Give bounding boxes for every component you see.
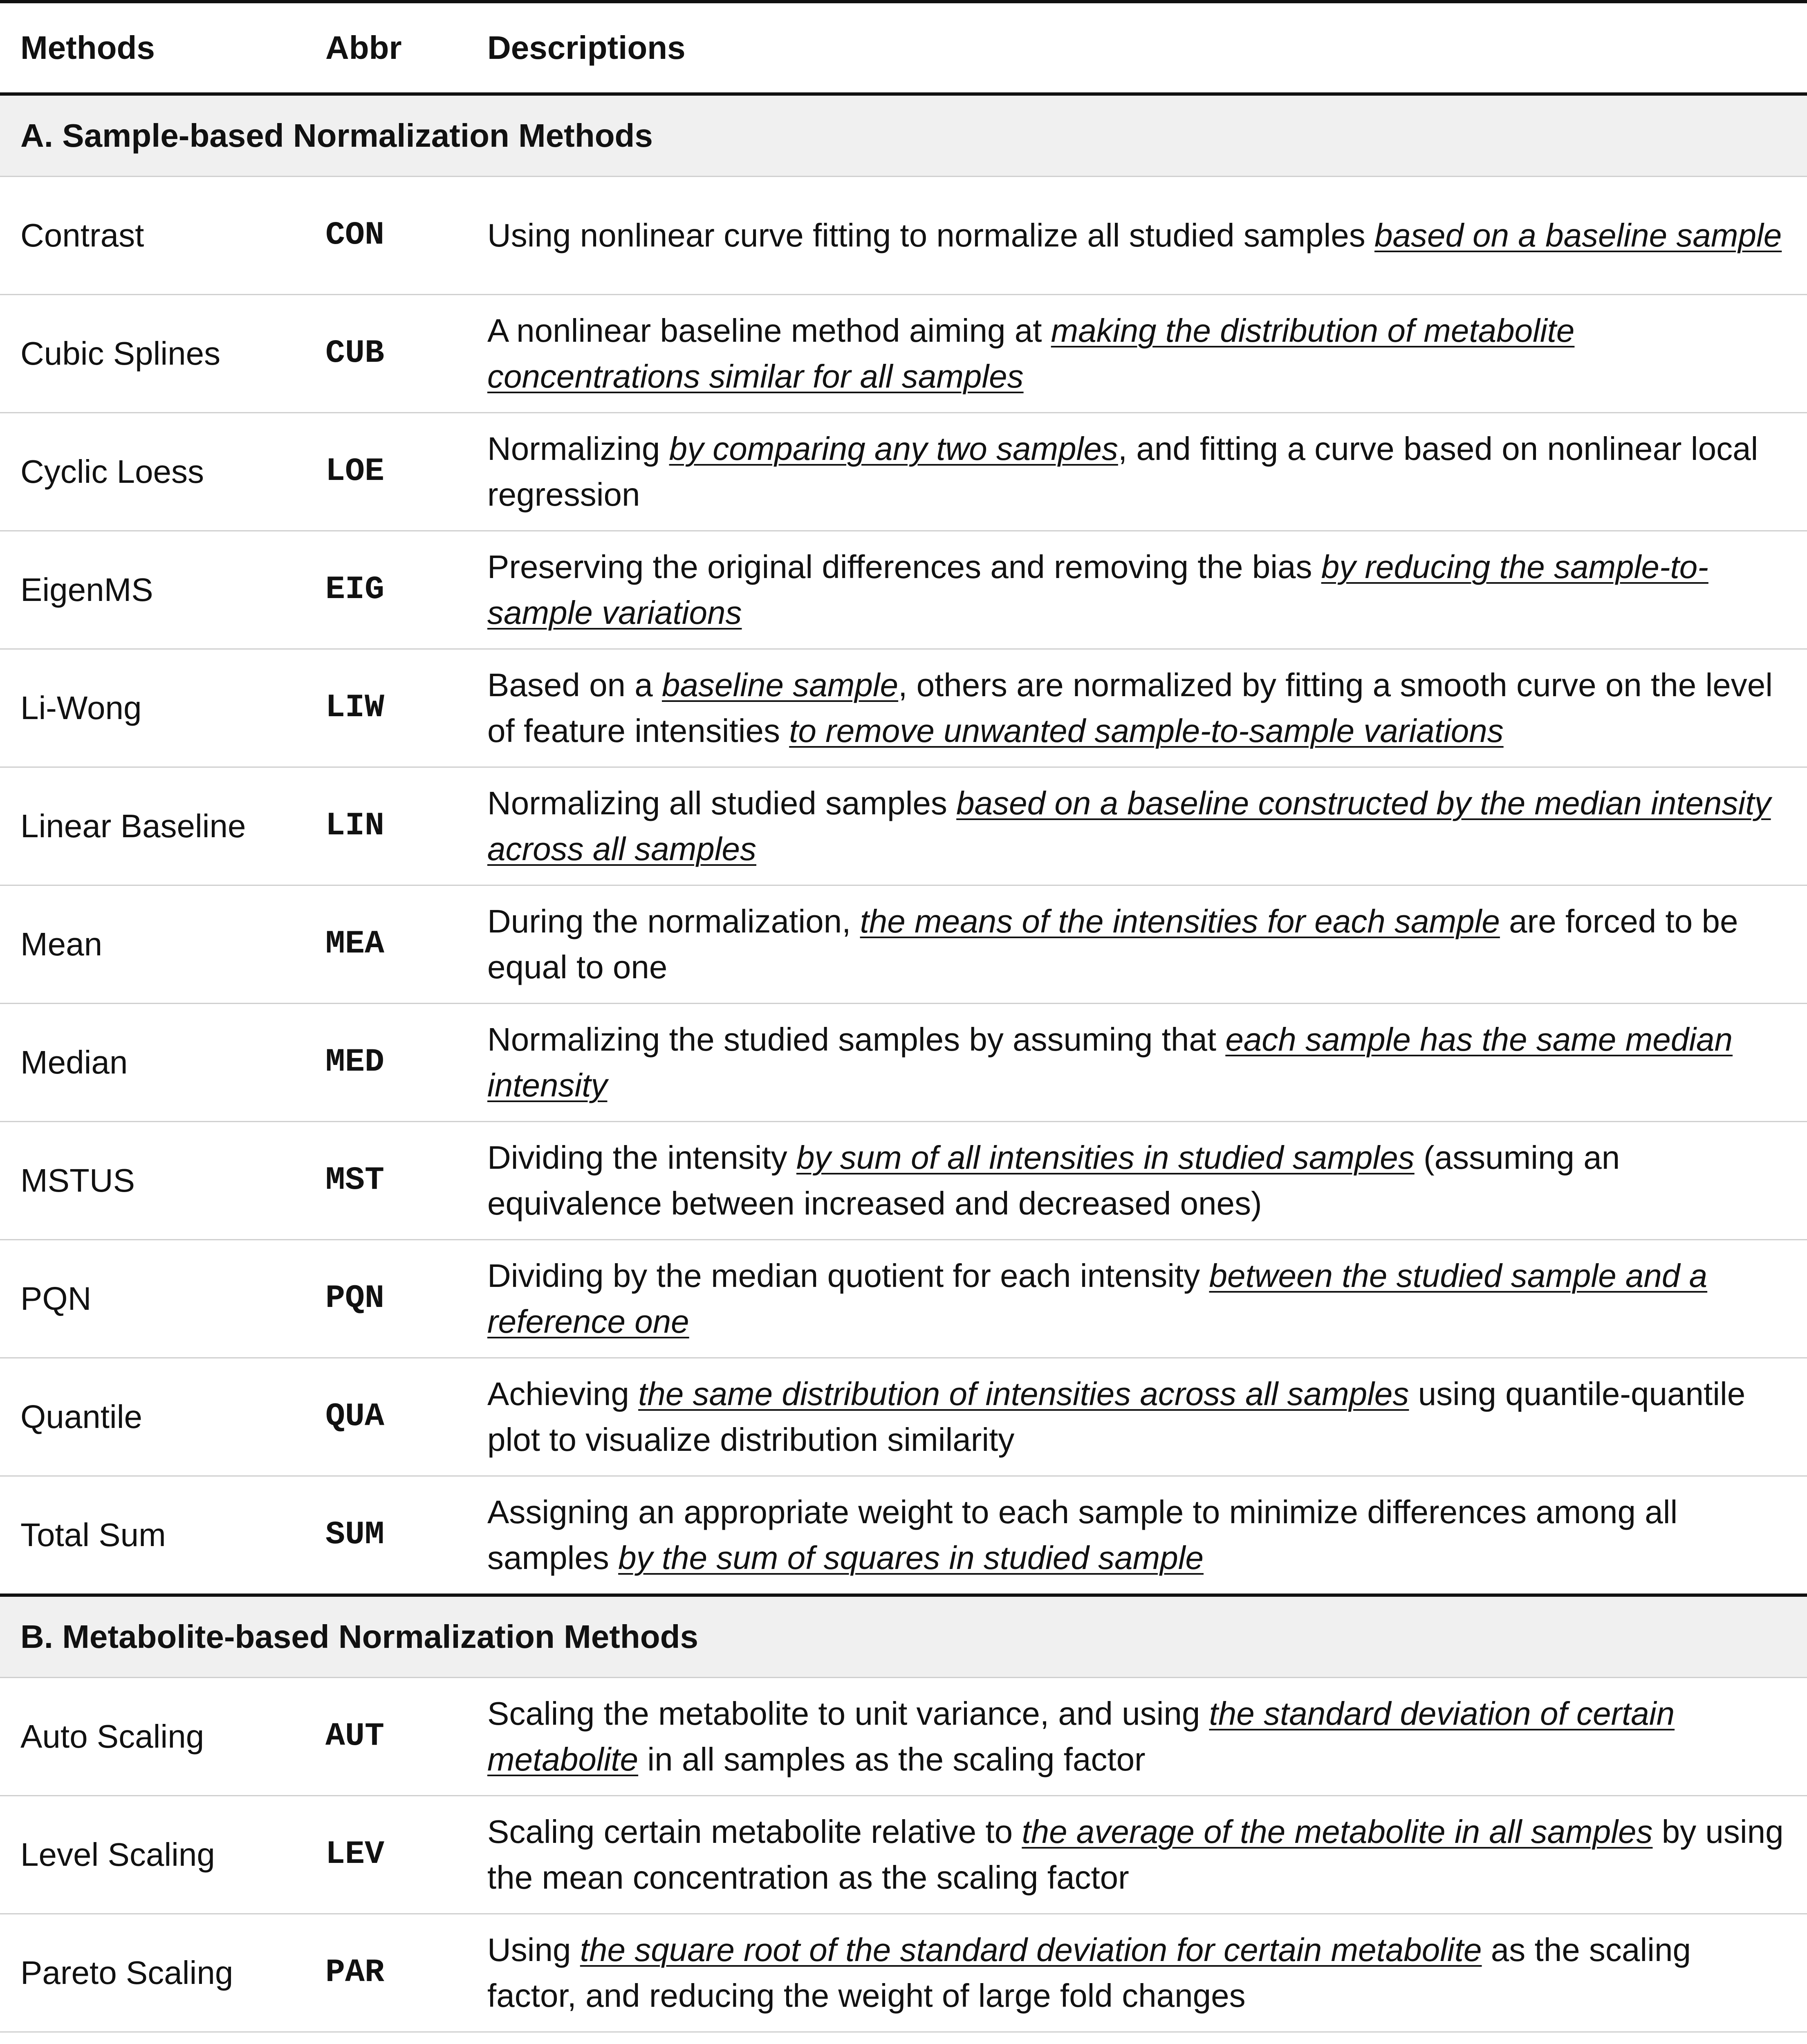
method-description: [467, 413, 1807, 531]
section-header-row: [0, 94, 1807, 177]
description-emphasis: each sample has the same median intensity: [487, 1021, 1733, 1103]
description-segment: Scaling certain metabolite relative to: [487, 1813, 1022, 1850]
description-segment: Normalizing all studied samples: [487, 785, 957, 821]
description-segment: Assigning an appropriate weight to each sample to minimize differences among all samples: [487, 1494, 1678, 1576]
description-text: [487, 217, 1782, 253]
description-segment: Scaling the metabolite to unit variance, and using: [487, 1695, 1209, 1732]
description-segment: Normalizing the studied samples by assuming that: [487, 1021, 1226, 1058]
method-name: Pareto Scaling: [0, 1914, 325, 2032]
method-abbr: CUB: [325, 295, 467, 413]
method-abbr: CON: [325, 177, 467, 295]
method-abbr: LOE: [325, 413, 467, 531]
description-segment: Dividing by the median quotient for each intensity: [487, 1257, 1209, 1294]
description-emphasis: based on a baseline sample: [1374, 217, 1782, 253]
description-emphasis: the square root of the standard deviation for certain metabolite: [580, 1932, 1482, 1968]
description-text: [487, 312, 1574, 394]
section-header-row: [0, 1595, 1807, 1678]
description-segment: as the scaling factor, and reducing the weight of large fold changes: [487, 1932, 1691, 2014]
method-description: [467, 649, 1807, 767]
header-methods: Methods: [0, 2, 325, 94]
table-row: [0, 1914, 1807, 2032]
method-abbr: EIG: [325, 531, 467, 649]
table-body: [0, 94, 1807, 2044]
method-description: [467, 885, 1807, 1004]
description-emphasis: making the distribution of metabolite concentrations similar for all samples: [487, 312, 1575, 394]
method-description: [467, 767, 1807, 885]
description-text: [487, 549, 1708, 631]
description-emphasis: the same distribution of intensities across all samples: [638, 1376, 1409, 1412]
description-emphasis: by the sum of squares in studied sample: [618, 1540, 1204, 1576]
method-description: [467, 177, 1807, 295]
table-row: [0, 1004, 1807, 1122]
header-abbr: Abbr: [325, 2, 467, 94]
description-segment: A nonlinear baseline method aiming at: [487, 312, 1051, 349]
description-emphasis: the standard deviation of certain metabolite: [487, 1695, 1675, 1777]
description-emphasis: based on a baseline constructed by the median intensity across all samples: [487, 785, 1771, 867]
method-description: [467, 1240, 1807, 1358]
description-emphasis: by comparing any two samples: [669, 430, 1118, 467]
method-description: [467, 1122, 1807, 1240]
table-row: [0, 1796, 1807, 1914]
description-segment: , others are normalized by fitting a smooth curve on the level of feature intensities: [487, 667, 1773, 749]
table-row: [0, 531, 1807, 649]
description-segment: Using: [487, 1932, 580, 1968]
method-abbr: SUM: [325, 1476, 467, 1596]
method-abbr: MED: [325, 1004, 467, 1122]
description-segment: Using nonlinear curve fitting to normalize all studied samples: [487, 217, 1374, 253]
method-description: [467, 2032, 1807, 2044]
method-abbr: MEA: [325, 885, 467, 1004]
method-name: Cyclic Loess: [0, 413, 325, 531]
description-emphasis: by reducing the sample-to-sample variations: [487, 549, 1708, 631]
method-name: Quantile: [0, 1358, 325, 1476]
table-row: [0, 1240, 1807, 1358]
method-name: Median: [0, 1004, 325, 1122]
description-segment: by using the mean concentration as the scaling factor: [487, 1813, 1784, 1896]
description-text: [487, 1932, 1691, 2014]
table-row: [0, 2032, 1807, 2044]
description-segment: , and fitting a curve based on nonlinear local regression: [487, 430, 1758, 513]
method-abbr: MST: [325, 1122, 467, 1240]
method-abbr: LEV: [325, 1796, 467, 1914]
table-row: [0, 767, 1807, 885]
table-row: [0, 885, 1807, 1004]
method-name: Linear Baseline: [0, 767, 325, 885]
method-name: Mean: [0, 885, 325, 1004]
method-name: MSTUS: [0, 1122, 325, 1240]
description-segment: During the normalization,: [487, 903, 860, 939]
method-name: Level Scaling: [0, 1796, 325, 1914]
table-row: [0, 295, 1807, 413]
description-text: [487, 1695, 1675, 1777]
description-emphasis: by sum of all intensities in studied samples: [796, 1139, 1415, 1176]
method-description: [467, 1476, 1807, 1596]
header-descriptions: Descriptions: [467, 2, 1807, 94]
table-header: [0, 2, 1807, 94]
table-row: [0, 1358, 1807, 1476]
method-abbr: LIN: [325, 767, 467, 885]
description-emphasis: the means of the intensities for each sample: [860, 903, 1500, 939]
description-text: [487, 667, 1773, 749]
description-segment: are forced to be equal to one: [487, 903, 1738, 985]
description-segment: Based on a: [487, 667, 662, 703]
table-row: [0, 649, 1807, 767]
description-emphasis: to remove unwanted sample-to-sample variations: [789, 713, 1504, 749]
method-description: [467, 1678, 1807, 1796]
method-abbr: LIW: [325, 649, 467, 767]
description-emphasis: baseline sample: [662, 667, 899, 703]
description-segment: (assuming an equivalence between increased and decreased ones): [487, 1139, 1620, 1221]
description-segment: in all samples as the scaling factor: [638, 1741, 1146, 1777]
description-segment: Achieving: [487, 1376, 639, 1412]
table-row: [0, 413, 1807, 531]
method-description: [467, 1004, 1807, 1122]
method-description: [467, 531, 1807, 649]
description-emphasis: between the studied sample and a reference one: [487, 1257, 1708, 1340]
table-row: [0, 177, 1807, 295]
method-description: [467, 1914, 1807, 2032]
method-abbr: [325, 2032, 467, 2044]
description-emphasis: the average of the metabolite in all samples: [1022, 1813, 1653, 1850]
method-name: Contrast: [0, 177, 325, 295]
description-segment: Dividing the intensity: [487, 1139, 796, 1176]
description-segment: using quantile-quantile plot to visualize distribution similarity: [487, 1376, 1746, 1458]
description-text: [487, 430, 1758, 513]
description-text: [487, 1813, 1784, 1896]
method-name: [0, 2032, 325, 2044]
section-title: A. Sample-based Normalization Methods: [0, 94, 1807, 177]
section-title: B. Metabolite-based Normalization Methods: [0, 1595, 1807, 1678]
method-name: Cubic Splines: [0, 295, 325, 413]
table-row: [0, 1476, 1807, 1596]
description-text: [487, 1494, 1677, 1576]
method-abbr: PQN: [325, 1240, 467, 1358]
method-name: Li-Wong: [0, 649, 325, 767]
method-description: [467, 1358, 1807, 1476]
method-abbr: AUT: [325, 1678, 467, 1796]
table-row: [0, 1122, 1807, 1240]
method-name: PQN: [0, 1240, 325, 1358]
method-name: EigenMS: [0, 531, 325, 649]
method-abbr: PAR: [325, 1914, 467, 2032]
description-text: [487, 1257, 1707, 1340]
method-name: Total Sum: [0, 1476, 325, 1596]
description-text: [487, 785, 1771, 867]
method-name: Auto Scaling: [0, 1678, 325, 1796]
method-description: [467, 1796, 1807, 1914]
description-text: [487, 903, 1738, 985]
description-segment: Normalizing: [487, 430, 669, 467]
method-abbr: QUA: [325, 1358, 467, 1476]
method-description: [467, 295, 1807, 413]
description-text: [487, 1021, 1733, 1103]
description-text: [487, 1376, 1745, 1458]
header-row: [0, 2, 1807, 94]
table-row: [0, 1678, 1807, 1796]
description-segment: Preserving the original differences and removing the bias: [487, 549, 1321, 585]
description-text: [487, 1139, 1620, 1221]
